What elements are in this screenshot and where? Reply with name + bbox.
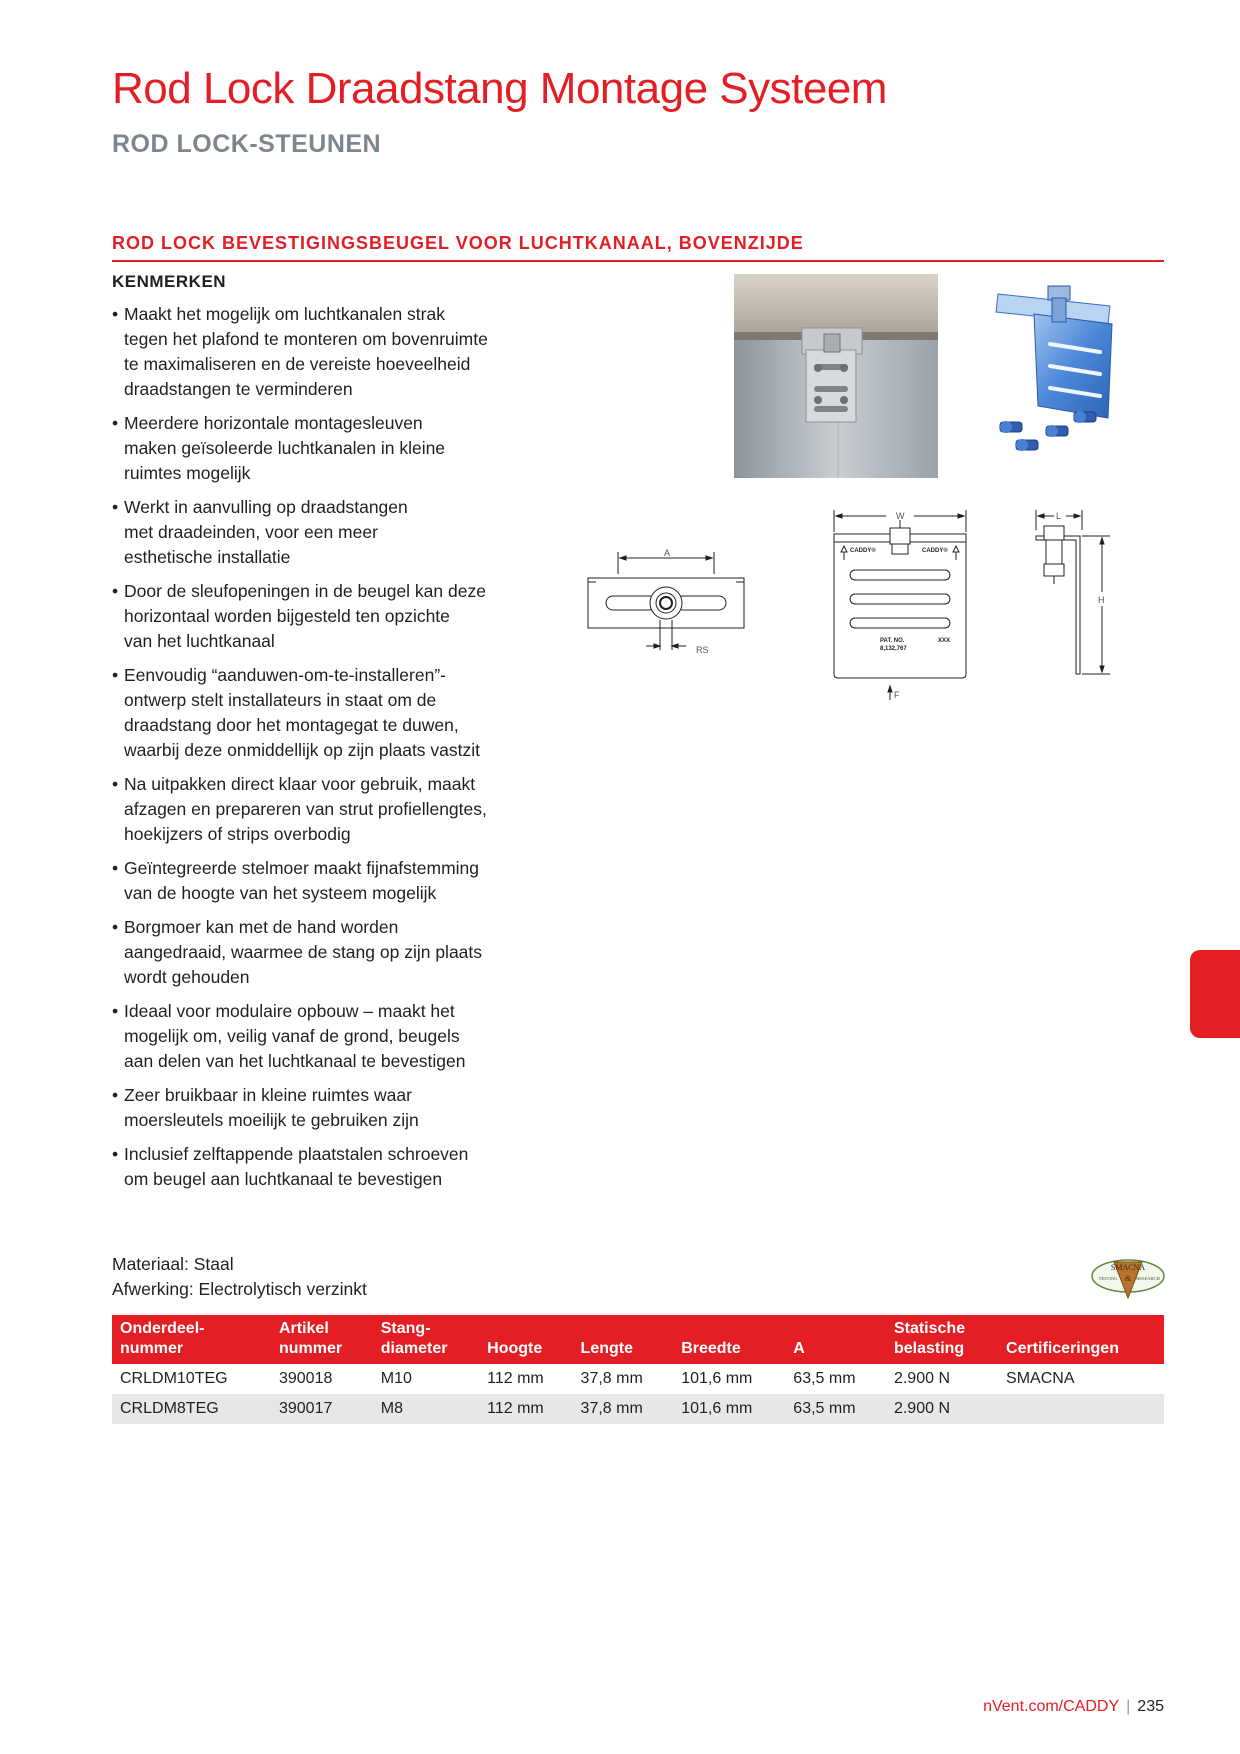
table-cell: 390017 [271, 1394, 373, 1424]
table-cell: M8 [373, 1394, 479, 1424]
feature-line: mogelijk om, veilig vanaf de grond, beugels [124, 1026, 460, 1046]
feature-line: moersleutels moeilijk te gebruiken zijn [124, 1110, 419, 1130]
feature-item [112, 856, 532, 906]
feature-line: horizontaal worden bijgesteld ten opzichte [124, 606, 450, 626]
table-row [112, 1394, 1164, 1424]
table-header-cell [573, 1315, 674, 1364]
dim-rs-label: RS [696, 645, 709, 655]
table-cell: 101,6 mm [673, 1394, 785, 1424]
table-cell: 2.900 N [893, 1370, 950, 1387]
table-cell: M10 [380, 1370, 412, 1387]
feature-line: Inclusief zelftappende plaatstalen schroeven [124, 1144, 469, 1164]
material-info [112, 1252, 367, 1302]
pat-number: 8,132,767 [880, 646, 907, 652]
logo-left-text: TESTING [1098, 1276, 1118, 1281]
feature-line: ontwerp stelt installateurs in staat om de [124, 690, 437, 710]
feature-line: esthetische installatie [124, 547, 291, 567]
feature-line: aangedraaid, waarmee de stang op zijn plaats [124, 942, 483, 962]
footer-url: nVent.com/CADDY [983, 1698, 1120, 1715]
table-header-line: Onderdeel- [120, 1320, 205, 1337]
table-cell: CRLDM8TEG [112, 1394, 271, 1424]
table-header-line: A [793, 1340, 805, 1357]
table-header-cell [373, 1315, 479, 1364]
feature-line: Door de sleufopeningen in de beugel kan deze [124, 581, 486, 601]
feature-item [112, 663, 532, 763]
feature-line: afzagen en prepareren van strut profiellengtes, [124, 799, 487, 819]
table-header-line: Statische [893, 1320, 966, 1337]
feature-line: ruimtes mogelijk [124, 463, 251, 483]
table-header-cell [785, 1315, 886, 1364]
feature-line: Maakt het mogelijk om luchtkanalen strak [124, 304, 445, 324]
pat-label: PAT. NO. [880, 638, 905, 644]
dim-h-label: H [1098, 595, 1105, 605]
table-header-cell [112, 1315, 271, 1364]
logo-right-text: RESEARCH [1136, 1276, 1160, 1281]
feature-line: om beugel aan luchtkanaal te bevestigen [124, 1169, 443, 1189]
feature-item [112, 411, 532, 486]
table-header-line: nummer [278, 1340, 343, 1357]
feature-line: Eenvoudig “aanduwen-om-te-installeren”- [124, 665, 446, 685]
table-cell: 101,6 mm [681, 1370, 753, 1387]
feature-line: draadstangen te verminderen [124, 379, 353, 399]
feature-line: Na uitpakken direct klaar voor gebruik, maakt [124, 774, 476, 794]
table-header-line: Artikel [278, 1320, 329, 1337]
page-number: 235 [1137, 1698, 1164, 1715]
table-cell: CRLDM10TEG [120, 1370, 228, 1387]
logo-amp-text: & [1124, 1274, 1132, 1283]
table-header-cell [479, 1315, 572, 1364]
feature-item [112, 495, 532, 570]
table-header-line: Stang- [380, 1320, 431, 1337]
dim-l-label: L [1056, 511, 1062, 521]
table-header-cell [271, 1315, 373, 1364]
feature-line: waarbij deze onmiddellijk op zijn plaats vastzit [124, 740, 481, 760]
feature-line: Geïntegreerde stelmoer maakt fijnafstemming [124, 858, 480, 878]
page-title: Rod Lock Draadstang Montage Systeem [112, 64, 887, 113]
feature-line: wordt gehouden [124, 967, 250, 987]
table-cell: 112 mm [479, 1394, 572, 1424]
feature-line: maken geïsoleerde luchtkanalen in kleine [124, 438, 446, 458]
spec-table [112, 1315, 1164, 1424]
table-cell [998, 1394, 1164, 1424]
brand-left-label: CADDY® [850, 548, 876, 554]
smacna-logo [1090, 1256, 1166, 1300]
table-header-cell [673, 1315, 785, 1364]
feature-line: draadstang door het montagegat te duwen, [124, 715, 459, 735]
table-header-row [112, 1315, 1164, 1364]
table-cell: 63,5 mm [793, 1370, 856, 1387]
feature-line: van de hoogte van het systeem mogelijk [124, 883, 437, 903]
feature-line: tegen het plafond te monteren om bovenruimte [124, 329, 488, 349]
table-cell: 63,5 mm [785, 1394, 886, 1424]
table-header-line: Certificeringen [1006, 1340, 1119, 1357]
feature-line: hoekijzers of strips overbodig [124, 824, 351, 844]
drawing-side-view [1030, 508, 1130, 688]
feature-line: Werkt in aanvulling op draadstangen [124, 497, 408, 517]
table-header-line: Breedte [681, 1340, 741, 1357]
table-cell: SMACNA [1006, 1370, 1075, 1387]
features-list [112, 302, 532, 1201]
feature-item [112, 1142, 532, 1192]
features-heading: KENMERKEN [112, 272, 227, 291]
table-header-cell [998, 1315, 1164, 1364]
feature-line: Ideaal voor modulaire opbouw – maakt het [124, 1001, 455, 1021]
section-title: ROD LOCK BEVESTIGINGSBEUGEL VOOR LUCHTKANAAL, BOVENZIJDE [112, 233, 1164, 262]
feature-line: Zeer bruikbaar in kleine ruimtes waar [124, 1085, 412, 1105]
dim-a-label: A [664, 548, 671, 558]
table-cell: 2.900 N [886, 1394, 998, 1424]
drawing-front-view [830, 508, 970, 702]
table-cell: 112 mm [487, 1370, 544, 1387]
dim-w-label: W [896, 511, 905, 521]
table-row [112, 1364, 1164, 1394]
drawing-top-view [586, 548, 746, 660]
table-cell: 390018 [278, 1370, 333, 1387]
feature-item [112, 302, 532, 402]
feature-line: aan delen van het luchtkanaal te bevestigen [124, 1051, 466, 1071]
brand-right-label: CADDY® [922, 548, 948, 554]
logo-top-text: SMACNA [1110, 1263, 1146, 1272]
installation-photo [734, 274, 938, 478]
table-cell: 37,8 mm [573, 1394, 674, 1424]
finish-line: Afwerking: Electrolytisch verzinkt [112, 1279, 367, 1299]
feature-line: Meerdere horizontale montagesleuven [124, 413, 423, 433]
table-header-line: Lengte [580, 1340, 633, 1357]
feature-item [112, 772, 532, 847]
chapter-tab [1190, 950, 1240, 1038]
feature-item [112, 915, 532, 990]
feature-line: van het luchtkanaal [124, 631, 275, 651]
feature-item [112, 579, 532, 654]
feature-line: met draadeinden, voor een meer [124, 522, 378, 542]
table-header-line: Hoogte [487, 1340, 543, 1357]
code-label: XXX [938, 638, 951, 644]
table-header-line: belasting [893, 1340, 965, 1357]
feature-item [112, 1083, 532, 1133]
table-header-line: nummer [120, 1340, 184, 1357]
product-image [990, 280, 1130, 470]
feature-line: te maximaliseren en de vereiste hoeveelheid [124, 354, 471, 374]
footer-separator: | [1126, 1698, 1131, 1715]
feature-line: Borgmoer kan met de hand worden [124, 917, 399, 937]
page-subtitle: ROD LOCK-STEUNEN [112, 130, 382, 158]
feature-item [112, 999, 532, 1074]
table-header-line: diameter [380, 1340, 448, 1357]
table-header-cell [886, 1315, 998, 1364]
dim-f-label: F [894, 690, 900, 700]
table-cell: 37,8 mm [580, 1370, 643, 1387]
material-line: Materiaal: Staal [112, 1254, 234, 1274]
page-footer [964, 1698, 1164, 1716]
